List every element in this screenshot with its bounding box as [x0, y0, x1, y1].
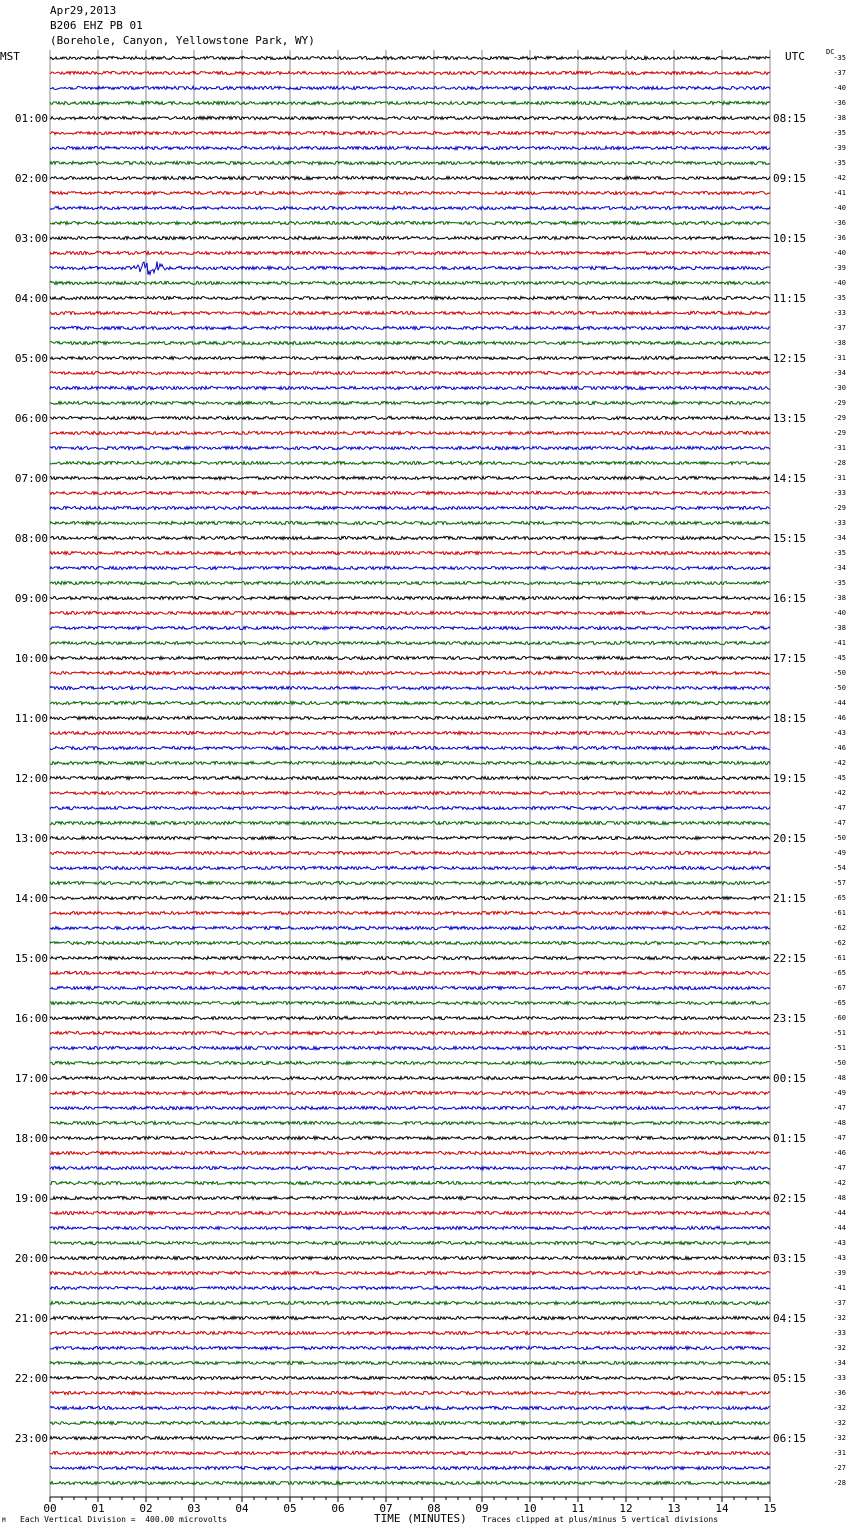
dc-offset-label: -32 — [833, 1419, 846, 1427]
dc-offset-label: -41 — [833, 189, 846, 197]
hour-label-local: 20:00 — [14, 1252, 48, 1265]
seismic-trace — [50, 986, 770, 989]
hour-label-local: 18:00 — [14, 1132, 48, 1145]
dc-offset-label: -67 — [833, 984, 846, 992]
seismic-trace — [50, 221, 770, 224]
seismic-trace — [50, 206, 770, 209]
dc-offset-label: -65 — [833, 894, 846, 902]
hour-label-utc: 06:15 — [773, 1432, 807, 1445]
seismic-trace — [50, 791, 770, 794]
x-axis-title: TIME (MINUTES) — [374, 1512, 467, 1525]
plot-date: Apr29,2013 — [50, 4, 117, 17]
seismic-trace — [50, 716, 770, 719]
hour-labels-utc — [773, 112, 806, 1445]
dc-offset-label: -49 — [833, 849, 846, 857]
dc-offset-label: -50 — [833, 684, 846, 692]
x-tick-label: 11 — [571, 1502, 585, 1515]
x-tick-label: 10 — [523, 1502, 537, 1515]
dc-offset-label: -62 — [833, 939, 846, 947]
dc-offset-label: -41 — [833, 1284, 846, 1292]
hour-label-utc: 16:15 — [773, 592, 807, 605]
hour-label-utc: 01:15 — [773, 1132, 807, 1145]
seismic-trace — [50, 116, 770, 119]
dc-offset-label: -47 — [833, 1164, 846, 1172]
dc-offset-label: -43 — [833, 729, 846, 737]
dc-offset-label: -31 — [833, 354, 846, 362]
dc-offset-label: -33 — [833, 1374, 846, 1382]
dc-offset-label: -35 — [833, 579, 846, 587]
dc-offset-label: -48 — [833, 1119, 846, 1127]
dc-offset-label: -60 — [833, 1014, 846, 1022]
dc-offset-label: -34 — [833, 369, 846, 377]
seismic-trace — [50, 1256, 770, 1259]
dc-offset-label: -38 — [833, 114, 846, 122]
seismic-trace — [50, 251, 770, 254]
seismic-trace — [50, 686, 770, 689]
scale-note: Each Vertical Division = 400.00 microvolts — [20, 1515, 228, 1524]
x-tick-label: 04 — [235, 1502, 249, 1515]
dc-offset-label: -33 — [833, 519, 846, 527]
seismic-trace — [50, 971, 770, 974]
seismic-trace — [50, 506, 770, 509]
x-tick-label: 00 — [43, 1502, 57, 1515]
seismic-trace — [50, 131, 770, 134]
hour-label-local: 15:00 — [14, 952, 48, 965]
seismic-trace — [50, 1346, 770, 1349]
dc-offset-label: -42 — [833, 174, 846, 182]
dc-offset-label: -40 — [833, 249, 846, 257]
dc-offset-label: -46 — [833, 714, 846, 722]
seismic-trace — [50, 1271, 770, 1274]
seismic-trace — [50, 806, 770, 809]
dc-offset-label: -40 — [833, 609, 846, 617]
seismic-trace — [50, 1046, 770, 1049]
dc-offset-label: -54 — [833, 864, 846, 872]
seismic-trace — [50, 1331, 770, 1334]
dc-offset-label: -31 — [833, 1449, 846, 1457]
seismic-trace — [50, 521, 770, 524]
hour-label-local: 13:00 — [14, 832, 48, 845]
seismic-trace — [50, 1376, 770, 1379]
hour-label-local: 21:00 — [14, 1312, 48, 1325]
dc-offset-label: -49 — [833, 1089, 846, 1097]
seismic-trace — [50, 101, 770, 104]
dc-offset-label: -35 — [833, 294, 846, 302]
seismic-trace — [50, 926, 770, 929]
seismic-trace — [50, 1106, 770, 1109]
dc-offset-label: -32 — [833, 1434, 846, 1442]
dc-offset-label: -34 — [833, 534, 846, 542]
dc-offset-label: -30 — [833, 384, 846, 392]
dc-offset-label: -50 — [833, 669, 846, 677]
seismic-trace — [50, 776, 770, 779]
dc-offset-label: -61 — [833, 909, 846, 917]
hour-label-local: 03:00 — [14, 232, 48, 245]
seismic-trace — [50, 1061, 770, 1064]
hour-label-utc: 18:15 — [773, 712, 807, 725]
dc-offset-label: -31 — [833, 444, 846, 452]
seismic-trace — [50, 671, 770, 674]
dc-offset-label: -47 — [833, 1134, 846, 1142]
hour-label-utc: 17:15 — [773, 652, 807, 665]
right-timezone-label: UTC — [785, 50, 805, 63]
dc-offset-label: -31 — [833, 474, 846, 482]
dc-offset-label: -36 — [833, 1389, 846, 1397]
seismic-trace — [50, 416, 770, 419]
seismic-trace — [50, 911, 770, 914]
seismic-trace — [50, 191, 770, 194]
seismic-trace — [50, 1421, 770, 1424]
hour-label-local: 08:00 — [14, 532, 48, 545]
hour-label-local: 19:00 — [14, 1192, 48, 1205]
hour-label-utc: 03:15 — [773, 1252, 807, 1265]
dc-offset-label: -65 — [833, 999, 846, 1007]
seismic-trace — [50, 1241, 770, 1244]
dc-offset-label: -29 — [833, 414, 846, 422]
seismic-trace — [50, 71, 770, 74]
seismic-trace — [50, 491, 770, 494]
dc-offset-label: -32 — [833, 1314, 846, 1322]
x-tick-label: 03 — [187, 1502, 201, 1515]
dc-offset-label: -40 — [833, 84, 846, 92]
left-timezone-label: MST — [0, 50, 20, 63]
dc-offset-label: -38 — [833, 339, 846, 347]
dc-offset-label: -37 — [833, 69, 846, 77]
x-tick-label: 07 — [379, 1502, 393, 1515]
x-tick-label: 06 — [331, 1502, 345, 1515]
seismic-trace — [50, 761, 770, 764]
hour-label-utc: 19:15 — [773, 772, 807, 785]
seismic-trace — [50, 1436, 770, 1439]
seismic-trace — [50, 626, 770, 629]
seismic-trace — [50, 1361, 770, 1364]
x-tick-label: 13 — [667, 1502, 681, 1515]
hour-label-local: 22:00 — [14, 1372, 48, 1385]
seismic-trace — [50, 536, 770, 539]
hour-label-local: 07:00 — [14, 472, 48, 485]
seismic-trace — [50, 1301, 770, 1304]
x-tick-label: 05 — [283, 1502, 297, 1515]
seismic-trace — [50, 311, 770, 314]
hour-label-utc: 20:15 — [773, 832, 807, 845]
x-tick-label: 15 — [763, 1502, 777, 1515]
hour-label-local: 11:00 — [14, 712, 48, 725]
station-location: (Borehole, Canyon, Yellowstone Park, WY) — [50, 34, 315, 47]
seismic-traces — [50, 56, 770, 1484]
hour-labels-local — [15, 112, 48, 1445]
hour-label-local: 09:00 — [14, 592, 48, 605]
dc-offset-label: -45 — [833, 774, 846, 782]
dc-offset-label: -39 — [833, 1269, 846, 1277]
seismic-trace — [50, 1226, 770, 1229]
x-tick-label: 09 — [475, 1502, 489, 1515]
hour-label-local: 04:00 — [14, 292, 48, 305]
seismic-trace — [50, 596, 770, 599]
x-tick-label: 02 — [139, 1502, 153, 1515]
dc-offset-label: -61 — [833, 954, 846, 962]
dc-offset-label: -27 — [833, 1464, 846, 1472]
dc-offset-label: -32 — [833, 1344, 846, 1352]
seismic-trace — [50, 641, 770, 644]
dc-offset-label: -48 — [833, 1194, 846, 1202]
seismic-trace — [50, 1181, 770, 1184]
seismic-trace — [50, 1211, 770, 1214]
hour-label-utc: 02:15 — [773, 1192, 807, 1205]
x-tick-label: 08 — [427, 1502, 441, 1515]
dc-offset-label: -38 — [833, 624, 846, 632]
seismic-trace — [50, 701, 770, 704]
dc-offset-label: -38 — [833, 594, 846, 602]
dc-offset-label: -40 — [833, 279, 846, 287]
seismic-trace — [50, 851, 770, 854]
dc-offset-label: -42 — [833, 789, 846, 797]
dc-offset-label: -29 — [833, 429, 846, 437]
seismic-trace — [50, 1001, 770, 1004]
hour-label-local: 05:00 — [14, 352, 48, 365]
seismic-trace — [50, 1091, 770, 1094]
hour-label-utc: 05:15 — [773, 1372, 807, 1385]
seismic-trace — [50, 386, 770, 389]
seismic-trace — [50, 1391, 770, 1394]
hour-label-local: 10:00 — [14, 652, 48, 665]
dc-offset-label: -37 — [833, 324, 846, 332]
hour-label-utc: 11:15 — [773, 292, 807, 305]
seismic-trace — [50, 236, 770, 239]
dc-offset-label: -37 — [833, 1299, 846, 1307]
dc-offset-label: -39 — [833, 264, 846, 272]
dc-offset-label: -43 — [833, 1254, 846, 1262]
dc-offset-label: -36 — [833, 219, 846, 227]
seismic-trace — [50, 896, 770, 899]
dc-offset-label: -46 — [833, 744, 846, 752]
hour-label-utc: 08:15 — [773, 112, 807, 125]
dc-offset-label: -40 — [833, 204, 846, 212]
dc-offset-label: -46 — [833, 1149, 846, 1157]
seismic-trace — [50, 866, 770, 869]
dc-offset-label: -47 — [833, 819, 846, 827]
hour-label-local: 02:00 — [14, 172, 48, 185]
dc-offset-label: -29 — [833, 399, 846, 407]
seismic-trace — [50, 326, 770, 329]
seismic-trace — [50, 656, 770, 659]
dc-offset-label: -33 — [833, 1329, 846, 1337]
dc-offset-label: -35 — [833, 549, 846, 557]
dc-offset-label: -41 — [833, 639, 846, 647]
dc-offset-label: -50 — [833, 834, 846, 842]
seismic-trace — [50, 261, 770, 274]
seismic-trace — [50, 881, 770, 884]
seismic-trace — [50, 401, 770, 404]
seismic-trace — [50, 1151, 770, 1154]
seismic-trace — [50, 941, 770, 944]
hour-label-local: 12:00 — [14, 772, 48, 785]
dc-offset-label: -44 — [833, 699, 846, 707]
hour-label-utc: 10:15 — [773, 232, 807, 245]
hour-label-utc: 04:15 — [773, 1312, 807, 1325]
seismic-trace — [50, 356, 770, 359]
hour-label-utc: 15:15 — [773, 532, 807, 545]
dc-offset-label: -33 — [833, 309, 846, 317]
station-code: B206 EHZ PB 01 — [50, 19, 143, 32]
seismic-trace — [50, 476, 770, 479]
hour-label-local: 23:00 — [14, 1432, 48, 1445]
dc-offset-label: -51 — [833, 1029, 846, 1037]
seismic-trace — [50, 1076, 770, 1079]
dc-offset-label: -57 — [833, 879, 846, 887]
dc-offset-label: -44 — [833, 1209, 846, 1217]
dc-offset-label: -35 — [833, 129, 846, 137]
seismic-trace — [50, 371, 770, 374]
seismic-trace — [50, 176, 770, 179]
dc-offset-label: -34 — [833, 1359, 846, 1367]
hour-label-local: 06:00 — [14, 412, 48, 425]
hour-label-utc: 13:15 — [773, 412, 807, 425]
dc-offset-label: -48 — [833, 1074, 846, 1082]
seismic-trace — [50, 1166, 770, 1169]
hour-label-local: 17:00 — [14, 1072, 48, 1085]
dc-offset-label: -47 — [833, 804, 846, 812]
hour-label-utc: 21:15 — [773, 892, 807, 905]
seismic-trace — [50, 1481, 770, 1484]
seismic-trace — [50, 1406, 770, 1409]
seismic-trace — [50, 296, 770, 299]
hour-label-utc: 12:15 — [773, 352, 807, 365]
seismic-trace — [50, 1316, 770, 1319]
dc-offset-label: -35 — [833, 54, 846, 62]
seismic-trace — [50, 146, 770, 149]
clip-note: Traces clipped at plus/minus 5 vertical divisions — [482, 1515, 719, 1524]
dc-offset-label: -29 — [833, 504, 846, 512]
seismic-trace — [50, 341, 770, 344]
dc-offset-label: -43 — [833, 1239, 846, 1247]
dc-offset-label: -62 — [833, 924, 846, 932]
seismic-trace — [50, 161, 770, 164]
seismic-trace — [50, 1121, 770, 1124]
dc-offset-label: -42 — [833, 1179, 846, 1187]
seismic-trace — [50, 1466, 770, 1469]
seismic-trace — [50, 446, 770, 449]
dc-offset-label: -35 — [833, 159, 846, 167]
dc-offset-label: -34 — [833, 564, 846, 572]
dc-offset-labels — [833, 54, 846, 1487]
hour-label-local: 16:00 — [14, 1012, 48, 1025]
seismic-trace — [50, 551, 770, 554]
dc-offset-label: -39 — [833, 144, 846, 152]
hour-label-utc: 14:15 — [773, 472, 807, 485]
dc-offset-label: -44 — [833, 1224, 846, 1232]
seismic-trace — [50, 1286, 770, 1289]
dc-offset-label: -28 — [833, 459, 846, 467]
dc-offset-label: -45 — [833, 654, 846, 662]
seismic-trace — [50, 86, 770, 89]
dc-offset-label: -28 — [833, 1479, 846, 1487]
seismic-trace — [50, 1451, 770, 1454]
seismic-trace — [50, 461, 770, 464]
dc-offset-label: -47 — [833, 1104, 846, 1112]
hour-label-utc: 00:15 — [773, 1072, 807, 1085]
seismic-trace — [50, 746, 770, 749]
x-tick-label: 12 — [619, 1502, 633, 1515]
corner-mark: M — [2, 1517, 6, 1524]
hour-label-utc: 09:15 — [773, 172, 807, 185]
dc-offset-label: -36 — [833, 99, 846, 107]
dc-offset-label: -51 — [833, 1044, 846, 1052]
seismic-trace — [50, 56, 770, 59]
dc-offset-label: -65 — [833, 969, 846, 977]
seismic-trace — [50, 1031, 770, 1034]
hour-label-local: 14:00 — [14, 892, 48, 905]
seismic-trace — [50, 611, 770, 614]
seismic-trace — [50, 956, 770, 959]
dc-offset-header: DC — [826, 48, 835, 56]
x-tick-label: 14 — [715, 1502, 729, 1515]
seismic-trace — [50, 566, 770, 569]
seismic-trace — [50, 281, 770, 284]
hour-label-local: 01:00 — [14, 112, 48, 125]
hour-label-utc: 23:15 — [773, 1012, 807, 1025]
seismic-trace — [50, 1196, 770, 1199]
x-tick-label: 01 — [91, 1502, 105, 1515]
hour-label-utc: 22:15 — [773, 952, 807, 965]
dc-offset-label: -36 — [833, 234, 846, 242]
seismic-trace — [50, 431, 770, 434]
dc-offset-label: -50 — [833, 1059, 846, 1067]
dc-offset-label: -32 — [833, 1404, 846, 1412]
dc-offset-label: -33 — [833, 489, 846, 497]
seismic-trace — [50, 821, 770, 824]
seismic-trace — [50, 1136, 770, 1139]
seismic-trace — [50, 836, 770, 839]
seismic-trace — [50, 581, 770, 584]
seismic-trace — [50, 731, 770, 734]
seismic-trace — [50, 1016, 770, 1019]
dc-offset-label: -42 — [833, 759, 846, 767]
